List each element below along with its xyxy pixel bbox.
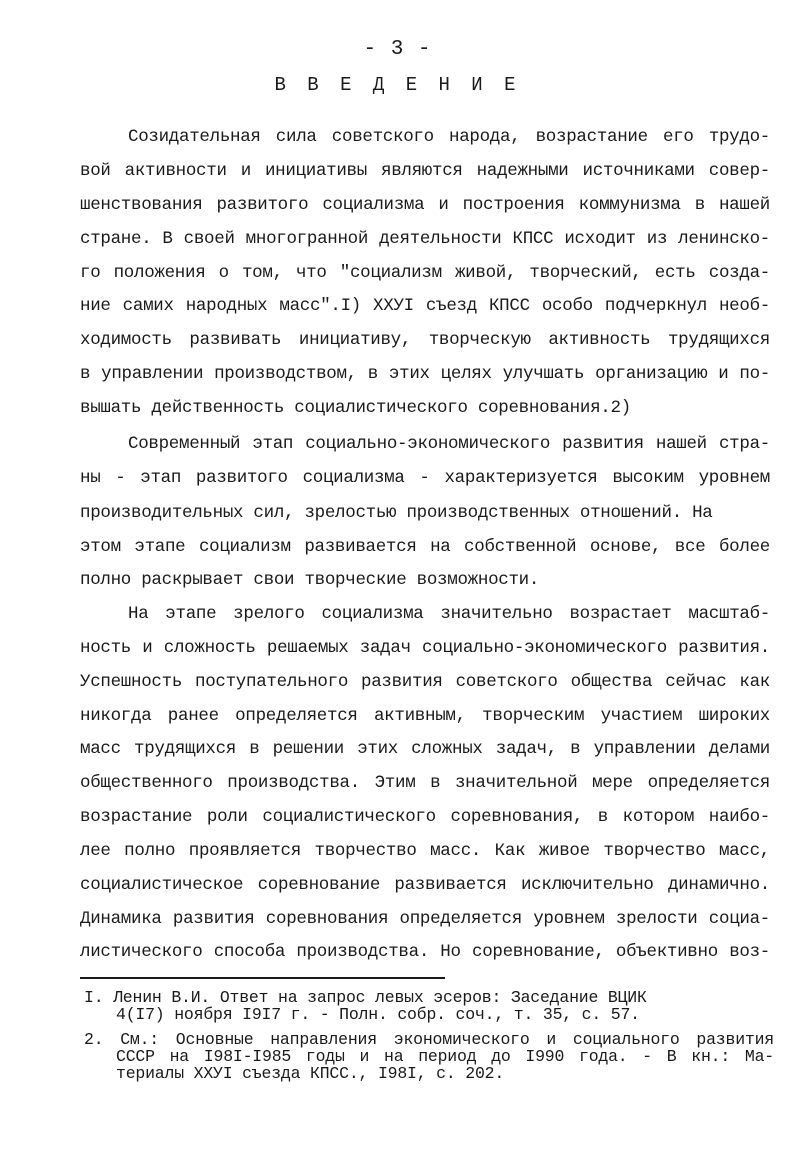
body-line: никогда ранее определяется активным, творческим участием широких: [80, 706, 770, 726]
section-heading: В В Е Д Е Н И Е: [274, 74, 521, 96]
footnote-line: СССР на I98I-I985 годы и на период до I990 года. - В кн.: Ма-: [116, 1047, 774, 1066]
body-line: полно раскрывает свои творческие возможности.: [80, 570, 540, 590]
body-line: шенствования развитого социализма и построения коммунизма в нашей: [80, 195, 770, 215]
body-line: лее полно проявляется творчество масс. Как живое творчество масс,: [80, 841, 770, 861]
body-line: масс трудящихся в решении этих сложных задач, в управлении делами: [80, 739, 770, 759]
body-line: в управлении производством, в этих целях улучшать организацию и по-: [80, 364, 770, 384]
body-line: ность и сложность решаемых задач социально-экономического развития.: [80, 638, 770, 658]
footnote-line: териалы ХХУI съезда КПСС., I98I, с. 202.: [116, 1064, 505, 1083]
body-line: Успешность поступательного развития советского общества сейчас как: [80, 672, 770, 692]
body-line: общественного производства. Этим в значительной мере определяется: [80, 773, 770, 793]
body-line: Современный этап социально-экономического развития нашей стра-: [128, 434, 770, 454]
page-number: - 3 -: [363, 38, 432, 61]
body-line: производительных сил, зрелостью производственных отношений. На: [80, 503, 713, 523]
footnote-separator: [80, 977, 445, 979]
footnote-line: 4(I7) ноября I9I7 г. - Полн. собр. соч., т. 35, с. 57.: [116, 1005, 640, 1024]
body-line: Созидательная сила советского народа, возрастание его трудо-: [128, 127, 770, 147]
body-line: вышать действенность социалистического соревнования.2): [80, 398, 631, 418]
body-line: го положения о том, что "социализм живой, творческий, есть созда-: [80, 263, 770, 283]
footnote-line: 2. См.: Основные направления экономического и социального развития: [84, 1030, 774, 1049]
body-line: стране. В своей многогранной деятельности КПСС исходит из ленинско-: [80, 229, 770, 249]
body-line: этом этапе социализм развивается на собственной основе, все более: [80, 537, 770, 557]
body-line: Динамика развития соревнования определяется уровнем зрелости социа-: [80, 909, 770, 929]
body-line: ходимость развивать инициативу, творческую активность трудящихся: [80, 330, 770, 350]
body-line: ние самих народных масс".I) ХХУI съезд КПСС особо подчеркнул необ-: [80, 296, 770, 316]
body-line: социалистическое соревнование развивается исключительно динамично.: [80, 875, 770, 895]
body-line: вой активности и инициативы являются надежными источниками совер-: [80, 161, 770, 181]
body-line: На этапе зрелого социализма значительно возрастает масштаб-: [128, 604, 770, 624]
footnote-line: I. Ленин В.И. Ответ на запрос левых эсеров: Заседание ВЦИК: [84, 988, 647, 1007]
body-line: возрастание роли социалистического соревнования, в котором наибо-: [80, 807, 770, 827]
body-line: листического способа производства. Но соревнование, объективно воз-: [80, 942, 770, 962]
body-line: ны - этап развитого социализма - характеризуется высоким уровнем: [80, 468, 770, 488]
